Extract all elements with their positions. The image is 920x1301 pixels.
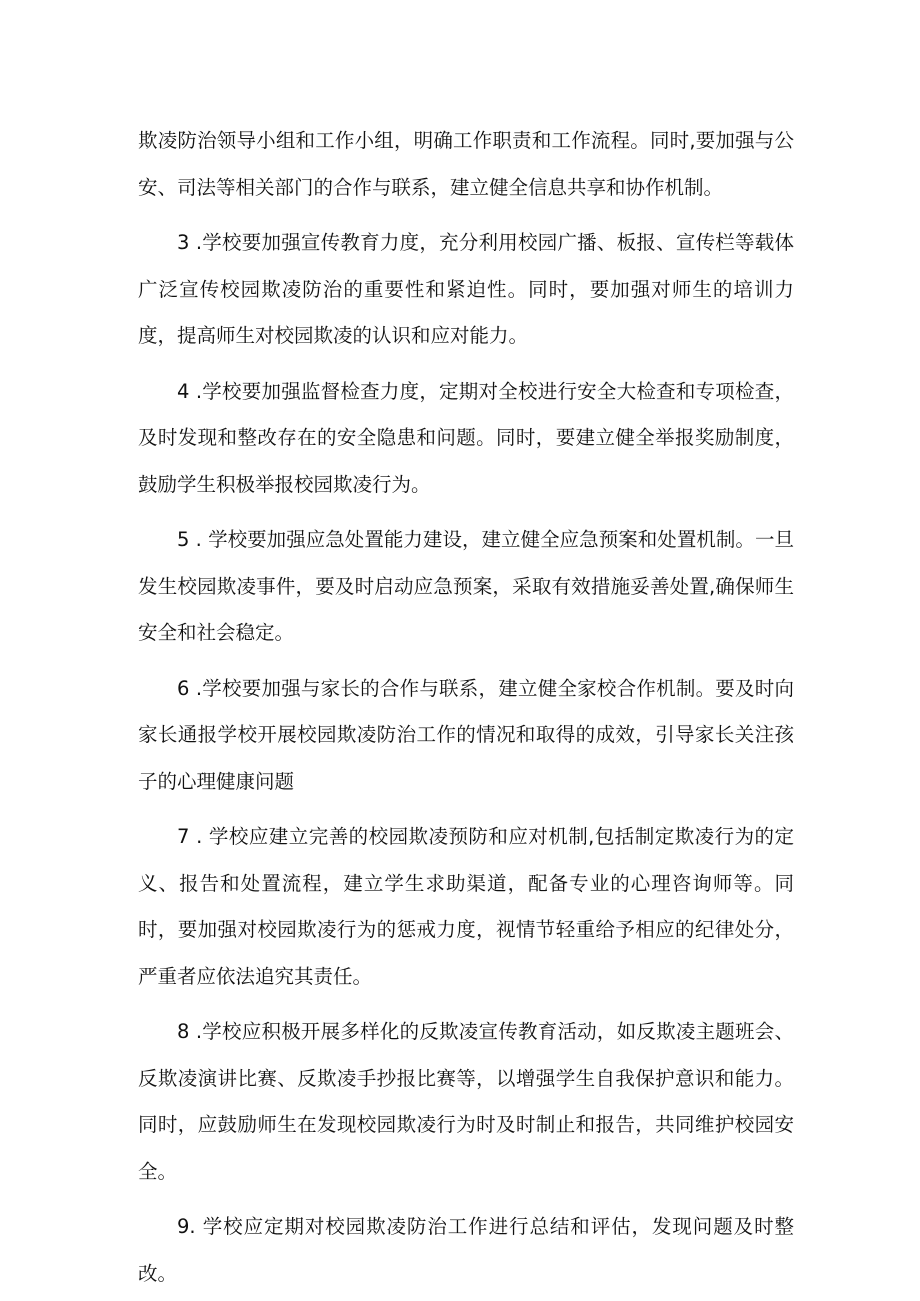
paragraph-item-9: 9. 学校应定期对校园欺凌防治工作进行总结和评估，发现问题及时整改。 <box>138 1215 794 1285</box>
paragraph-item-5: 5 . 学校要加强应急处置能力建设，建立健全应急预案和处置机制。一旦发生校园欺凌事件，要及时启动应急预案，采取有效措施妥善处置,确保师生安全和社会稳定。 <box>138 528 794 644</box>
paragraph-item-4: 4 .学校要加强监督检查力度，定期对全校进行安全大检查和专项检查，及时发现和整改存在的安全隐患和问题。同时，要建立健全举报奖励制度，鼓励学生积极举报校园欺凌行为。 <box>138 379 794 496</box>
paragraph-item-8: 8 .学校应积极开展多样化的反欺凌宣传教育活动，如反欺凌主题班会、反欺凌演讲比赛、反欺凌手抄报比赛等，以增强学生自我保护意识和能力。同时，应鼓励师生在发现校园欺凌行为时及时制止和报告，共同维护校园安全。 <box>138 1020 794 1183</box>
paragraph-item-3: 3 .学校要加强宣传教育力度，充分利用校园广播、板报、宣传栏等载体广泛宣传校园欺凌防治的重要性和紧迫性。同时，要加强对师生的培训力度，提高师生对校园欺凌的认识和应对能力。 <box>138 231 794 347</box>
paragraph-continuation: 欺凌防治领导小组和工作小组，明确工作职责和工作流程。同时,要加强与公安、司法等相关部门的合作与联系，建立健全信息共享和协作机制。 <box>138 129 794 199</box>
paragraph-item-7: 7 . 学校应建立完善的校园欺凌预防和应对机制,包括制定欺凌行为的定义、报告和处置流程，建立学生求助渠道，配备专业的心理咨询师等。同时，要加强对校园欺凌行为的惩戒力度，视情节轻重给予相应的纪律处分，严重者应依法追究其责任。 <box>138 825 794 988</box>
document-body <box>138 118 794 1297</box>
paragraph-item-6: 6 .学校要加强与家长的合作与联系，建立健全家校合作机制。要及时向家长通报学校开展校园欺凌防治工作的情况和取得的成效，引导家长关注孩子的心理健康问题 <box>138 676 794 793</box>
